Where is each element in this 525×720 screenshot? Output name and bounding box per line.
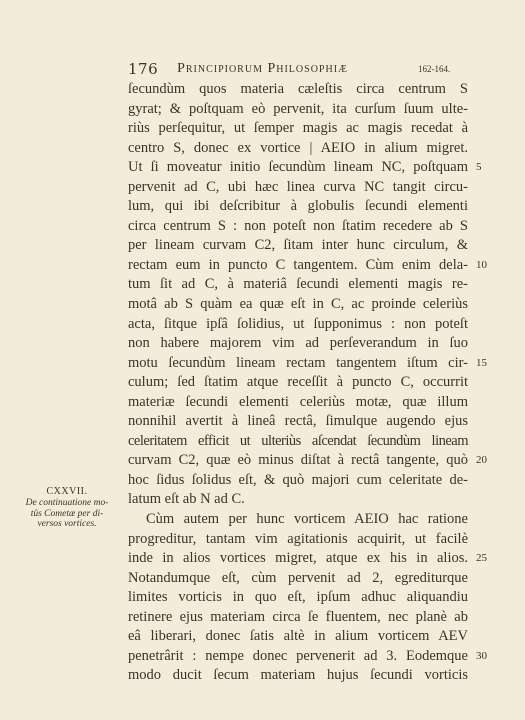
line-text: motâ ab S quàm ea quæ eſt in C, ac proinde celeriùs	[128, 296, 468, 313]
line-text: circa centrum S : non poteſt non ſtatim recedere ab S	[128, 217, 468, 234]
line-text: pervenit ad C, ubi hæc linea curva NC tangit circu-	[128, 178, 468, 195]
text-line	[128, 666, 468, 686]
line-text: eâ liberari, donec ſatis altè in alium vorticem AEV	[128, 628, 468, 645]
line-text: celeritatem efficit ut ulteriùs aſcendat ſecundùm lineam	[128, 432, 468, 449]
text-line	[128, 490, 468, 510]
line-text: lum, qui ibi deſcribitur à globulis ſecundi elementi	[128, 198, 468, 215]
text-line	[128, 451, 487, 471]
section-range: 162-164.	[418, 64, 451, 74]
text-line	[128, 197, 468, 217]
margin-note	[12, 486, 122, 530]
text-line	[128, 275, 468, 295]
page-number: 176	[128, 60, 159, 78]
text-line	[128, 530, 468, 550]
line-text: nonnihil avertit à lineâ rectâ, ſimulque augendo ejus	[128, 413, 468, 430]
line-text: limites vorticis in quo eſt, ipſum adhuc aliquandiu	[128, 589, 468, 606]
line-text: motu ſecundùm lineam rectam tangentem iſtum cir-	[128, 354, 468, 371]
line-text: progreditur, tantam vim agitationis acquirit, ut facilè	[128, 530, 468, 547]
line-text: materiæ ſecundi elementi celeriùs motæ, quæ illum	[128, 393, 468, 410]
text-line	[128, 373, 468, 393]
line-text: gyrat; & poſtquam eò pervenit, ita curſum ſuum ulte-	[128, 100, 468, 117]
text-line	[128, 549, 487, 569]
text-line	[128, 256, 487, 276]
text-line	[128, 471, 468, 491]
line-text: Notandumque eſt, cùm pervenit ad 2, egrediturque	[128, 569, 468, 586]
text-line	[128, 315, 468, 335]
text-line	[128, 236, 468, 256]
line-number: 15	[476, 356, 487, 369]
line-number: 5	[476, 161, 482, 174]
margin-note-number: CXXVII.	[46, 486, 88, 497]
text-line	[128, 158, 482, 178]
line-number: 25	[476, 552, 487, 565]
text-line	[128, 354, 487, 374]
margin-note-line: versos vortices.	[37, 519, 97, 529]
line-text: ſecundùm quos materia cæleſtis circa centrum S	[128, 81, 468, 97]
line-number: 20	[476, 454, 487, 467]
text-line	[128, 627, 468, 647]
text-line	[128, 295, 468, 315]
line-text: centro S, donec ex vortice | AEIO in alium migret.	[128, 139, 468, 156]
body-text	[128, 80, 487, 686]
line-text: Ut ſi moveatur initio ſecundùm lineam NC, poſtquam	[128, 159, 468, 176]
line-text: tum ſit ad C, à materiâ ſecundi elementi magis re-	[128, 276, 468, 293]
line-text: rectam eum in puncto C tangentem. Cùm enim dela-	[128, 256, 468, 273]
text-line	[128, 569, 468, 589]
text-line	[128, 100, 468, 120]
line-text: retinere ejus materiam circa ſe fluentem, nec planè ab	[128, 608, 468, 625]
line-number: 10	[476, 258, 487, 271]
text-line	[128, 217, 468, 237]
margin-note-line: tûs Cometæ per di-	[30, 508, 104, 519]
text-line	[128, 588, 468, 608]
line-text: inde in alios vortices migret, atque ex his in alios.	[128, 550, 468, 567]
text-line	[128, 119, 468, 139]
line-text: penetrârit : nempe donec pervenerit ad 3. Eodemque	[128, 647, 468, 664]
running-title: Principiorum Philosophiæ	[177, 61, 348, 76]
line-text: acta, ſitque ipſâ ſolidius, ut ſupponimus : non poteſt	[128, 315, 468, 332]
text-line	[128, 139, 468, 159]
text-line	[128, 178, 468, 198]
line-text: riùs perſequitur, ut ſemper magis ac magis recedat à	[128, 120, 468, 137]
line-text: non habere majorem vim ad perſeverandum in ſuo	[128, 335, 468, 352]
line-text: latum eſt ab N ad C.	[128, 491, 245, 508]
text-line	[128, 334, 468, 354]
text-line	[128, 510, 468, 530]
line-text: per lineam curvam C2, ſitam inter hunc circulum, &	[128, 237, 468, 254]
line-number: 30	[476, 649, 487, 662]
line-text: modo ducit ſecum materiam hujus ſecundi vorticis	[128, 667, 468, 684]
text-line	[128, 647, 487, 667]
line-text: Cùm autem per hunc vorticem AEIO hac ratione	[146, 511, 468, 528]
margin-note-line: De continuatione mo-	[25, 498, 109, 508]
text-line	[128, 608, 468, 628]
line-text: hoc ſidus ſolidus eſt, & quò majori cum celeritate de-	[128, 471, 468, 488]
text-line	[128, 412, 468, 432]
text-line	[128, 80, 468, 100]
text-line	[128, 432, 468, 452]
line-text: culum; ſed ſtatim atque receſſit à puncto C, occurrit	[128, 374, 468, 391]
line-text: curvam C2, quæ eò minus diſtat à rectâ tangente, quò	[128, 452, 468, 469]
text-line	[128, 393, 468, 413]
